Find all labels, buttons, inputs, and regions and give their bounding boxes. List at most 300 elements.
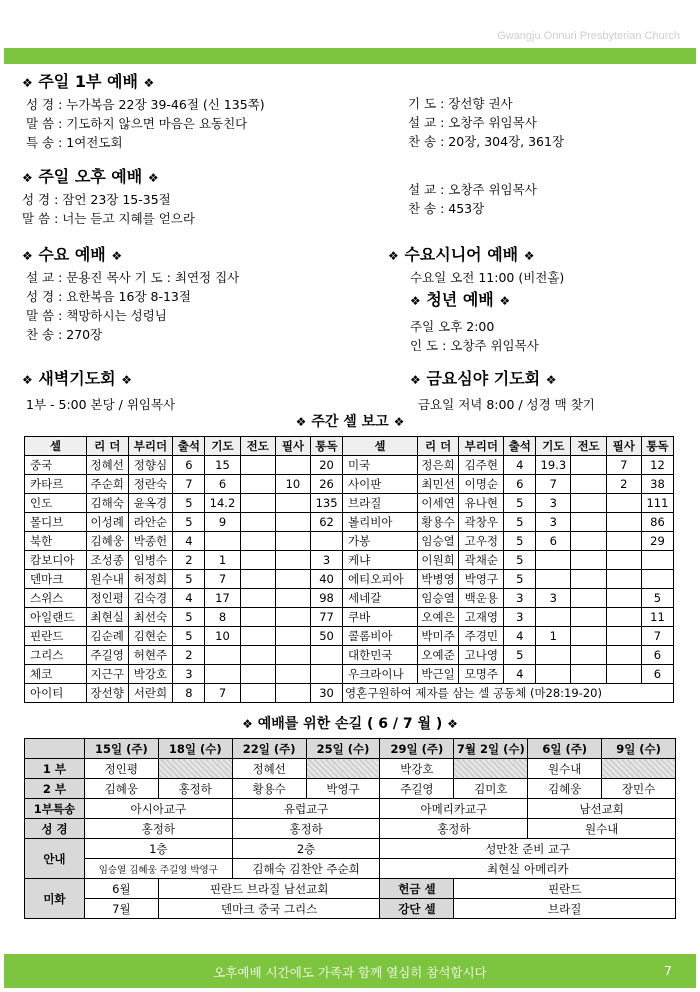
cell-name: 캄보디아 — [25, 551, 87, 570]
diamond-bullet-icon: ❖ — [242, 717, 253, 731]
table-cell: 허현주 — [128, 646, 173, 665]
church-name: Gwangju Onnuri Presbyterian Church — [497, 30, 680, 42]
dates-row — [25, 739, 676, 759]
table-cell: 오예준 — [417, 646, 459, 665]
table-cell: 3 — [311, 551, 343, 570]
cell-name: 그리스 — [25, 646, 87, 665]
cell-name: 사이판 — [343, 475, 418, 494]
cell-report-table — [24, 436, 674, 703]
table-cell: 6 — [536, 532, 571, 551]
table-cell: 주순희 — [86, 475, 128, 494]
column-header: 출석 — [504, 437, 536, 456]
sunday1-line: 기 도 : 장선향 권사 — [408, 96, 513, 111]
table-cell: 3 — [504, 589, 536, 608]
table-cell: 10 — [205, 627, 240, 646]
youth-line: 주일 오후 2:00 — [410, 319, 495, 334]
table-row — [25, 684, 674, 703]
column-header: 셀 — [343, 437, 418, 456]
diamond-bullet-icon: ❖ — [499, 294, 511, 308]
table-cell — [536, 570, 571, 589]
table-cell: 라안순 — [128, 513, 173, 532]
table-cell — [571, 646, 606, 665]
table-cell: 주길영 — [86, 646, 128, 665]
table-cell — [275, 627, 310, 646]
table-cell: 모명주 — [459, 665, 504, 684]
table-cell: 50 — [311, 627, 343, 646]
helper-cell: 홍정하 — [380, 819, 528, 839]
table-cell: 9 — [205, 513, 240, 532]
table-cell: 6 — [173, 456, 205, 475]
table-cell: 86 — [641, 513, 673, 532]
wednesday-line: 찬 송 : 270장 — [26, 327, 103, 342]
helper-cell: 정인평 — [84, 759, 158, 779]
row-label: 미화 — [25, 879, 85, 919]
empty-cell — [158, 759, 232, 779]
diamond-bullet-icon: ❖ — [523, 249, 535, 263]
table-cell — [571, 513, 606, 532]
helper-cell: 정혜선 — [232, 759, 306, 779]
table-cell: 5 — [504, 513, 536, 532]
table-row — [25, 646, 674, 665]
special-song-row — [25, 799, 676, 819]
table-cell: 이명순 — [459, 475, 504, 494]
table-cell — [240, 456, 275, 475]
wednesday-line: 성 경 : 요한복음 16장 8-13절 — [26, 289, 191, 304]
column-header: 리 더 — [86, 437, 128, 456]
row-label: 1 부 — [25, 759, 85, 779]
table-cell — [240, 494, 275, 513]
table-cell: 원수내 — [86, 570, 128, 589]
column-header: 셀 — [25, 437, 87, 456]
table-cell: 40 — [311, 570, 343, 589]
cell-name: 아이티 — [25, 684, 87, 703]
table-cell — [240, 589, 275, 608]
service1-row — [25, 759, 676, 779]
table-cell: 30 — [311, 684, 343, 703]
table-cell — [606, 570, 641, 589]
guide-people: 임승열 김혜웅 주길영 박영구 — [84, 859, 232, 879]
section-title: 새벽기도회 — [38, 369, 116, 388]
dawn-section — [22, 367, 175, 414]
table-cell: 박근일 — [417, 665, 459, 684]
table-cell — [641, 551, 673, 570]
hands-title: 예배를 위한 손길 ( 6 / 7 월 ) — [257, 716, 443, 732]
table-cell: 4 — [173, 532, 205, 551]
helper-cell: 장민수 — [602, 779, 676, 799]
table-cell: 5 — [504, 532, 536, 551]
cell-motto: 영혼구원하여 제자를 삼는 셀 공동체 (마28:19-20) — [343, 684, 674, 703]
column-header: 필사 — [275, 437, 310, 456]
sunday1-line: 설 교 : 오창주 위임목사 — [408, 115, 537, 130]
row-label: 1부특송 — [25, 799, 85, 819]
diamond-bullet-icon: ❖ — [143, 76, 155, 90]
table-cell: 14.2 — [205, 494, 240, 513]
table-cell: 임승열 — [417, 589, 459, 608]
footer-message: 오후예배 시간에도 가족과 함께 열심히 참석합시다 — [213, 965, 487, 980]
table-cell: 박영구 — [459, 570, 504, 589]
flower-cells: 핀란드 브라질 남선교회 — [158, 879, 380, 899]
table-cell: 정은희 — [417, 456, 459, 475]
table-cell — [536, 646, 571, 665]
table-cell — [275, 532, 310, 551]
guide-people: 최현실 아메리카 — [380, 859, 676, 879]
table-cell: 7 — [173, 475, 205, 494]
diamond-bullet-icon: ❖ — [22, 249, 33, 263]
table-cell: 정혜선 — [86, 456, 128, 475]
table-cell: 박병영 — [417, 570, 459, 589]
column-header: 리 더 — [417, 437, 459, 456]
cell-name: 가봉 — [343, 532, 418, 551]
table-cell: 3 — [536, 513, 571, 532]
cell-name: 아일랜드 — [25, 608, 87, 627]
sunday-pm-line: 찬 송 : 453장 — [408, 201, 485, 216]
table-row — [25, 589, 674, 608]
month-cell: 6월 — [84, 879, 158, 899]
footer-bar — [4, 954, 696, 988]
helper-cell: 주길영 — [380, 779, 454, 799]
offering-label: 헌금 셀 — [380, 879, 454, 899]
helper-cell: 박강호 — [380, 759, 454, 779]
column-header: 기도 — [536, 437, 571, 456]
cell-name: 카타르 — [25, 475, 87, 494]
table-cell: 이세연 — [417, 494, 459, 513]
helper-cell: 원수내 — [528, 819, 676, 839]
table-cell: 곽창우 — [459, 513, 504, 532]
cell-name: 우크라이나 — [343, 665, 418, 684]
table-cell: 5 — [504, 494, 536, 513]
table-cell: 7 — [536, 475, 571, 494]
cell-name: 대한민국 — [343, 646, 418, 665]
cell-name: 인도 — [25, 494, 87, 513]
helper-cell: 남선교회 — [528, 799, 676, 819]
table-cell — [606, 551, 641, 570]
cell-name: 스위스 — [25, 589, 87, 608]
table-cell — [275, 589, 310, 608]
section-title: 주일 오후 예배 — [38, 167, 143, 186]
table-cell: 26 — [311, 475, 343, 494]
table-cell — [275, 665, 310, 684]
table-cell — [275, 570, 310, 589]
table-cell — [275, 551, 310, 570]
date-cell: 25일 (수) — [306, 739, 380, 759]
table-cell: 고나영 — [459, 646, 504, 665]
wednesday-line: 설 교 : 문용진 목사 기 도 : 최연정 집사 — [26, 270, 240, 285]
table-cell — [606, 532, 641, 551]
column-header: 전도 — [240, 437, 275, 456]
date-cell: 6일 (주) — [528, 739, 602, 759]
hands-heading — [0, 715, 700, 734]
table-cell — [240, 570, 275, 589]
column-header: 통독 — [311, 437, 343, 456]
table-cell: 고우정 — [459, 532, 504, 551]
offering-cell: 핀란드 — [454, 879, 676, 899]
table-cell: 서란희 — [128, 684, 173, 703]
table-cell: 62 — [311, 513, 343, 532]
table-cell — [311, 532, 343, 551]
table-cell: 허정희 — [128, 570, 173, 589]
sunday1-line: 특 송 : 1여전도회 — [26, 135, 123, 150]
section-title: 수요 예배 — [38, 245, 106, 264]
table-cell: 38 — [641, 475, 673, 494]
cell-name: 브라질 — [343, 494, 418, 513]
cell-name: 미국 — [343, 456, 418, 475]
table-cell — [571, 494, 606, 513]
table-cell — [240, 665, 275, 684]
table-cell — [536, 608, 571, 627]
table-cell: 장선향 — [86, 684, 128, 703]
table-cell: 15 — [205, 456, 240, 475]
table-cell: 7 — [606, 456, 641, 475]
empty-cell — [602, 759, 676, 779]
table-cell: 135 — [311, 494, 343, 513]
diamond-bullet-icon: ❖ — [147, 171, 159, 185]
sunday1-line: 찬 송 : 20장, 304장, 361장 — [408, 134, 565, 149]
friday-line: 금요일 저녁 8:00 / 성경 맥 찾기 — [418, 397, 595, 412]
date-cell: 29일 (주) — [380, 739, 454, 759]
table-cell: 정인평 — [86, 589, 128, 608]
scripture-row — [25, 819, 676, 839]
corner-cell — [25, 739, 85, 759]
guide-row-2 — [25, 859, 676, 879]
table-cell: 고재영 — [459, 608, 504, 627]
podium-label: 강단 셀 — [380, 899, 454, 919]
table-cell: 20 — [311, 456, 343, 475]
table-cell: 7 — [641, 627, 673, 646]
table-cell: 2 — [606, 475, 641, 494]
table-cell — [240, 608, 275, 627]
date-cell: 15일 (주) — [84, 739, 158, 759]
table-cell: 5 — [173, 627, 205, 646]
diamond-bullet-icon: ❖ — [410, 373, 421, 387]
table-cell — [275, 513, 310, 532]
table-cell: 98 — [311, 589, 343, 608]
table-cell: 19.3 — [536, 456, 571, 475]
table-cell: 12 — [641, 456, 673, 475]
table-cell: 김혜웅 — [86, 532, 128, 551]
row-label: 안내 — [25, 839, 85, 879]
cell-name: 케냐 — [343, 551, 418, 570]
table-cell: 곽채순 — [459, 551, 504, 570]
table-row — [25, 494, 674, 513]
page-number: 7 — [664, 963, 672, 978]
table-cell: 오예은 — [417, 608, 459, 627]
table-cell: 이원희 — [417, 551, 459, 570]
wed-senior-line: 수요일 오전 11:00 (비전홀) — [410, 270, 565, 285]
diamond-bullet-icon: ❖ — [295, 415, 307, 429]
diamond-bullet-icon: ❖ — [22, 373, 33, 387]
sunday1-line: 성 경 : 누가복음 22장 39-46절 (신 135쪽) — [26, 97, 265, 112]
diamond-bullet-icon: ❖ — [22, 76, 33, 90]
section-title: 수요시니어 예배 — [404, 245, 519, 264]
cell-report-title: 주간 셀 보고 — [311, 414, 389, 430]
helper-cell: 박영구 — [306, 779, 380, 799]
table-row — [25, 513, 674, 532]
sunday-pm-line: 말 씀 : 너는 듣고 지혜를 얻으라 — [22, 211, 195, 226]
table-cell — [571, 627, 606, 646]
table-cell: 111 — [641, 494, 673, 513]
table-cell: 최선숙 — [128, 608, 173, 627]
wednesday-line: 말 씀 : 책망하시는 성령님 — [26, 308, 167, 323]
table-cell — [311, 646, 343, 665]
table-cell: 6 — [641, 665, 673, 684]
table-row — [25, 456, 674, 475]
table-row — [25, 665, 674, 684]
table-cell — [606, 589, 641, 608]
table-cell — [641, 570, 673, 589]
cell-name: 에티오피아 — [343, 570, 418, 589]
table-cell: 최현실 — [86, 608, 128, 627]
table-cell — [240, 627, 275, 646]
column-header: 기도 — [205, 437, 240, 456]
helper-cell: 황용수 — [232, 779, 306, 799]
flower-row-2 — [25, 899, 676, 919]
table-cell — [606, 646, 641, 665]
helper-cell: 홍정하 — [158, 779, 232, 799]
table-cell — [275, 646, 310, 665]
empty-cell — [306, 759, 380, 779]
table-cell — [240, 646, 275, 665]
table-cell: 17 — [205, 589, 240, 608]
table-cell — [571, 475, 606, 494]
table-cell: 10 — [275, 475, 310, 494]
dawn-line: 1부 - 5:00 본당 / 위임목사 — [26, 397, 176, 412]
table-cell — [275, 456, 310, 475]
sunday1-section — [22, 70, 265, 152]
helper-cell: 김혜웅 — [84, 779, 158, 799]
table-cell — [606, 513, 641, 532]
diamond-bullet-icon: ❖ — [22, 171, 33, 185]
helper-cell: 김미호 — [454, 779, 528, 799]
table-row — [25, 475, 674, 494]
table-cell: 2 — [173, 551, 205, 570]
cell-name: 체코 — [25, 665, 87, 684]
sunday1-line: 말 씀 : 기도하지 않으면 마음은 요동친다 — [26, 116, 248, 131]
cell-report-heading — [0, 413, 700, 432]
helper-cell: 아메리카교구 — [380, 799, 528, 819]
table-cell: 3 — [504, 608, 536, 627]
table-cell: 4 — [504, 456, 536, 475]
table-cell — [571, 608, 606, 627]
table-cell: 박종헌 — [128, 532, 173, 551]
youth-section — [410, 288, 539, 355]
diamond-bullet-icon: ❖ — [121, 373, 132, 387]
diamond-bullet-icon: ❖ — [545, 373, 557, 387]
table-cell: 김숙경 — [128, 589, 173, 608]
sunday1-right — [408, 94, 564, 151]
table-cell — [571, 570, 606, 589]
table-row — [25, 570, 674, 589]
guide-people: 김해숙 김찬안 주순희 — [232, 859, 380, 879]
table-cell: 정향심 — [128, 456, 173, 475]
table-cell — [536, 551, 571, 570]
table-cell: 김순례 — [86, 627, 128, 646]
column-header: 부리더 — [459, 437, 504, 456]
top-accent-bar — [4, 48, 696, 64]
table-cell: 5 — [504, 570, 536, 589]
table-cell: 1 — [205, 551, 240, 570]
diamond-bullet-icon: ❖ — [111, 249, 123, 263]
table-cell: 3 — [173, 665, 205, 684]
cell-name: 쿠바 — [343, 608, 418, 627]
table-cell: 7 — [205, 570, 240, 589]
flower-cells: 덴마크 중국 그리스 — [158, 899, 380, 919]
table-cell: 8 — [205, 608, 240, 627]
table-cell: 3 — [536, 589, 571, 608]
section-title: 주일 1부 예배 — [38, 72, 138, 91]
cell-name: 핀란드 — [25, 627, 87, 646]
table-cell — [606, 608, 641, 627]
table-row — [25, 608, 674, 627]
table-cell: 김주현 — [459, 456, 504, 475]
date-cell: 18일 (수) — [158, 739, 232, 759]
guide-special: 성만찬 준비 교구 — [380, 839, 676, 859]
table-cell: 4 — [504, 665, 536, 684]
table-cell: 5 — [173, 608, 205, 627]
table-cell — [571, 532, 606, 551]
table-cell: 백운용 — [459, 589, 504, 608]
column-header: 부리더 — [128, 437, 173, 456]
row-label: 성 경 — [25, 819, 85, 839]
empty-cell — [454, 759, 528, 779]
section-title: 금요심야 기도회 — [426, 369, 541, 388]
table-cell — [571, 551, 606, 570]
table-cell — [571, 456, 606, 475]
table-cell: 29 — [641, 532, 673, 551]
table-cell: 윤옥경 — [128, 494, 173, 513]
table-cell — [606, 494, 641, 513]
helper-cell: 홍정하 — [232, 819, 380, 839]
helper-cell: 김혜웅 — [528, 779, 602, 799]
table-cell: 77 — [311, 608, 343, 627]
table-cell — [275, 608, 310, 627]
cell-name: 콜롬비아 — [343, 627, 418, 646]
column-header: 통독 — [641, 437, 673, 456]
wednesday-section — [22, 243, 239, 344]
table-cell: 정란숙 — [128, 475, 173, 494]
table-cell — [240, 513, 275, 532]
service-helpers-table — [24, 738, 676, 919]
cell-name: 볼리비아 — [343, 513, 418, 532]
table-cell — [571, 665, 606, 684]
sunday-pm-section — [22, 165, 195, 228]
guide-row-1 — [25, 839, 676, 859]
table-cell: 6 — [205, 475, 240, 494]
table-row — [25, 532, 674, 551]
sunday-pm-right — [408, 180, 537, 218]
helper-cell: 홍정하 — [84, 819, 232, 839]
table-row — [25, 627, 674, 646]
guide-floor2: 2층 — [232, 839, 380, 859]
helper-cell: 원수내 — [528, 759, 602, 779]
helper-cell: 유럽교구 — [232, 799, 380, 819]
table-cell: 5 — [641, 589, 673, 608]
table-cell: 이성례 — [86, 513, 128, 532]
table-cell: 7 — [205, 684, 240, 703]
table-cell — [240, 532, 275, 551]
table-cell: 5 — [173, 570, 205, 589]
table-cell: 2 — [173, 646, 205, 665]
cell-name: 덴마크 — [25, 570, 87, 589]
date-cell: 7월 2일 (수) — [454, 739, 528, 759]
table-cell: 1 — [536, 627, 571, 646]
table-cell — [205, 646, 240, 665]
month-cell: 7월 — [84, 899, 158, 919]
table-cell: 4 — [173, 589, 205, 608]
diamond-bullet-icon: ❖ — [447, 717, 458, 731]
cell-header-row — [25, 437, 674, 456]
helper-cell: 아시아교구 — [84, 799, 232, 819]
diamond-bullet-icon: ❖ — [393, 415, 405, 429]
